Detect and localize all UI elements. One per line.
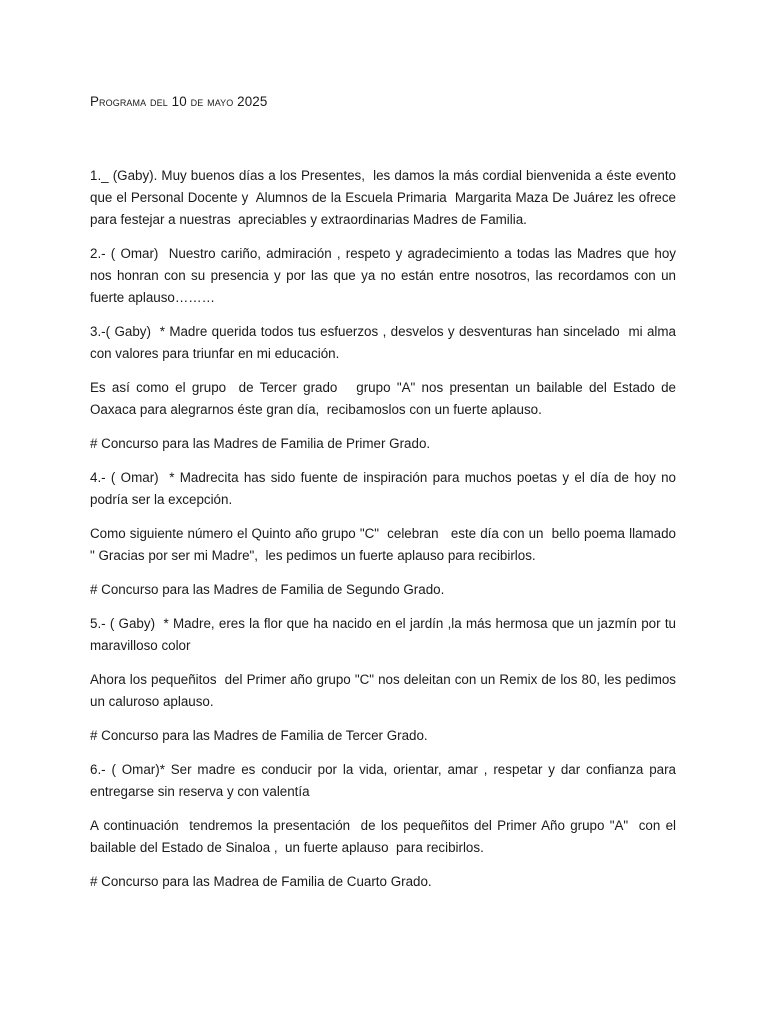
document-body	[90, 165, 680, 905]
paragraph-omar-inspiration: 4.- ( Omar) * Madrecita has sido fuente de inspiración para muchos poetas y el día de hoy no podría ser la excepción.	[90, 470, 680, 507]
paragraph-contest-fourth-grade: # Concurso para las Madrea de Familia de Cuarto Grado.	[90, 874, 432, 889]
paragraph-gaby-dedication: 3.-( Gaby) * Madre querida todos tus esfuerzos , desvelos y desventuras han sincelado mi alma con valores para triunfar en mi educación.	[90, 324, 680, 361]
paragraph-omar-motherhood: 6.- ( Omar)* Ser madre es conducir por la vida, orientar, amar , respetar y dar confianza para entregarse sin reserva y con valentía	[90, 762, 680, 799]
paragraph-omar-welcome: 2.- ( Omar) Nuestro cariño, admiración , respeto y agradecimiento a todas las Madres que hoy nos honran con su presencia y por las que ya no están entre nosotros, las recordamos con un fuerte aplauso………	[90, 246, 680, 305]
paragraph-first-grade-remix: Ahora los pequeñitos del Primer año grupo "C" nos deleitan con un Remix de los 80, les pedimos un caluroso aplauso.	[90, 672, 680, 709]
paragraph-contest-third-grade: # Concurso para las Madres de Familia de Tercer Grado.	[90, 728, 428, 743]
paragraph-gaby-flower: 5.- ( Gaby) * Madre, eres la flor que ha nacido en el jardín ,la más hermosa que un jazmín por tu maravilloso color	[90, 616, 680, 653]
paragraph-sinaloa-dance: A continuación tendremos la presentación de los pequeñitos del Primer Año grupo "A" con el bailable del Estado de Sinaloa , un fuerte aplauso para recibirlos.	[90, 818, 680, 855]
paragraph-third-grade-dance: Es así como el grupo de Tercer grado grupo "A" nos presentan un bailable del Estado de Oaxaca para alegrarnos éste gran día, recibamoslos con un fuerte aplauso.	[90, 380, 680, 417]
paragraph-intro-gaby: 1._ (Gaby). Muy buenos días a los Presentes, les damos la más cordial bienvenida a éste evento que el Personal Docente y Alumnos de la Escuela Primaria Margarita Maza De Juárez les ofrece para festejar a nuestras apreciables y extraordinarias Madres de Familia.	[90, 168, 680, 227]
paragraph-contest-first-grade: # Concurso para las Madres de Familia de Primer Grado.	[90, 436, 431, 451]
paragraph-contest-second-grade: # Concurso para las Madres de Familia de Segundo Grado.	[90, 582, 445, 597]
document-title: Programa del 10 de mayo 2025	[90, 94, 268, 109]
paragraph-fifth-grade-poem: Como siguiente número el Quinto año grupo "C" celebran este día con un bello poema llamado " Gracias por ser mi Madre", les pedimos un fuerte aplauso para recibirlos.	[90, 526, 680, 563]
